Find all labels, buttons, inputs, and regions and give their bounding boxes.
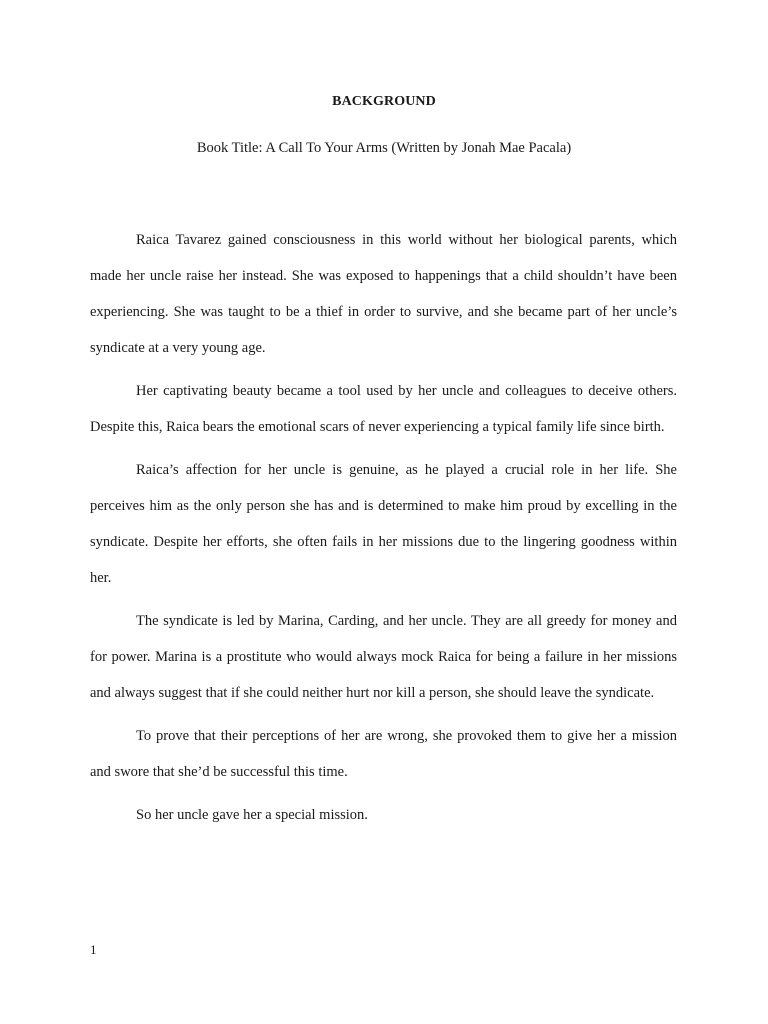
document-body bbox=[90, 222, 677, 840]
document-heading: BACKGROUND bbox=[332, 94, 436, 109]
paragraph: Raica Tavarez gained consciousness in this world without her biological parents, which made her uncle raise her instead. She was exposed to happenings that a child shouldn’t have been experiencing. She was taught to be a thief in order to survive, and she became part of her uncle’s syndicate at a very young age. bbox=[90, 232, 677, 356]
paragraph: The syndicate is led by Marina, Carding, and her uncle. They are all greedy for money and for power. Marina is a prostitute who would always mock Raica for being a failure in her missions and always suggest that if she could neither hurt nor kill a person, she should leave the syndicate. bbox=[90, 613, 677, 701]
paragraph: Raica’s affection for her uncle is genuine, as he played a crucial role in her life. She perceives him as the only person she has and is determined to make him proud by excelling in the syndicate. Despite her efforts, she often fails in her missions due to the lingering goodness within her. bbox=[90, 462, 677, 586]
paragraph: Her captivating beauty became a tool used by her uncle and colleagues to deceive others. Despite this, Raica bears the emotional scars of never experiencing a typical family life since birth. bbox=[90, 383, 677, 435]
paragraph: To prove that their perceptions of her are wrong, she provoked them to give her a mission and swore that she’d be successful this time. bbox=[90, 728, 677, 780]
book-title-line: Book Title: A Call To Your Arms (Written by Jonah Mae Pacala) bbox=[196, 140, 572, 156]
page-number: 1 bbox=[90, 942, 97, 957]
paragraph: So her uncle gave her a special mission. bbox=[136, 807, 368, 823]
